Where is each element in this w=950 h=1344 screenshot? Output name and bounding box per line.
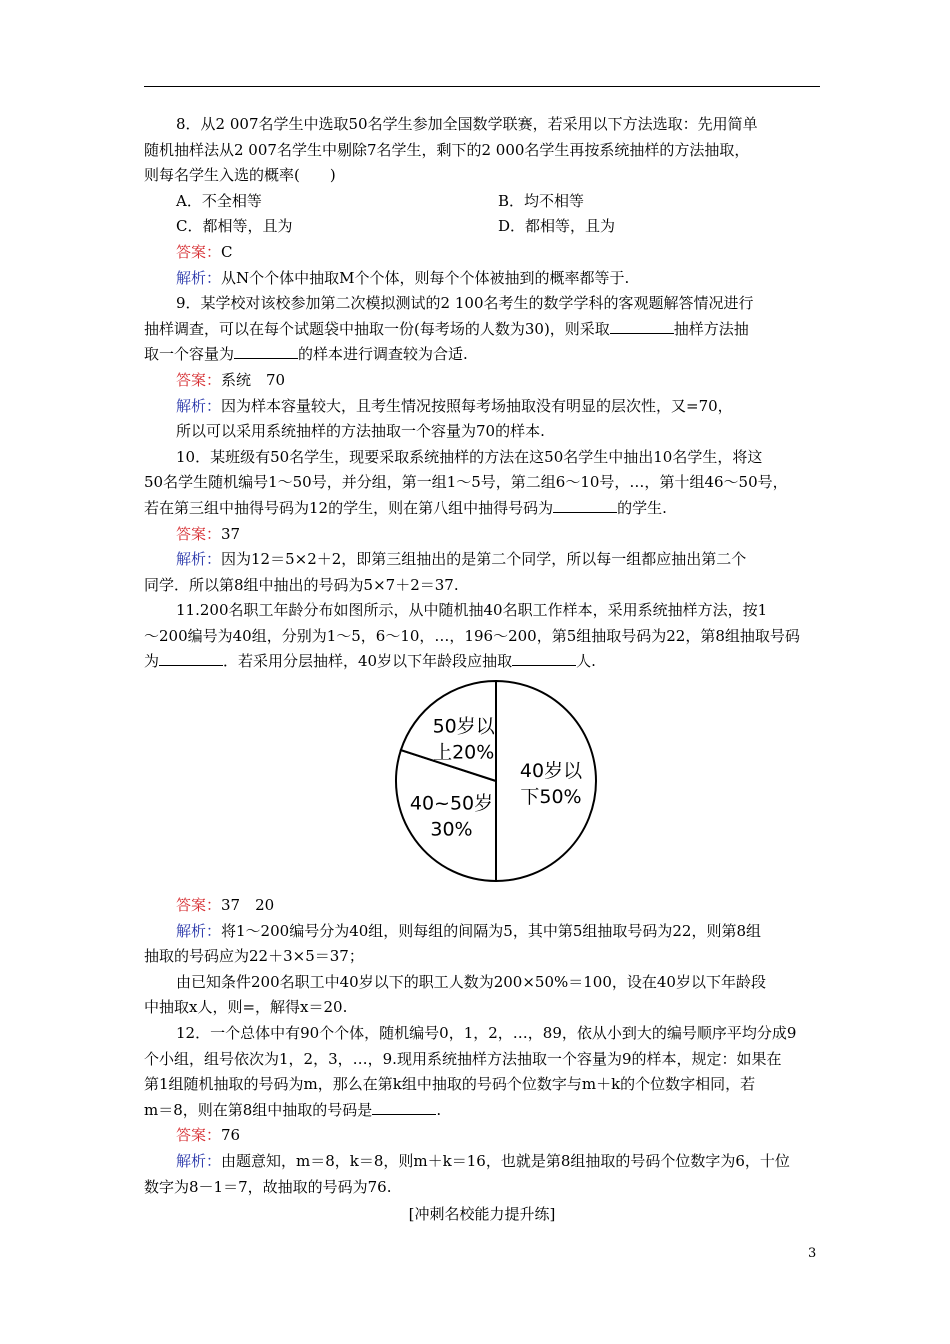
q9-stem-text: 抽样方法抽 [673,319,749,338]
q10-stem-line1: 10．某班级有50名学生，现要采取系统抽样的方法在这50名学生中抽出10名学生，将这 [176,447,763,466]
q11-blank-1 [159,651,223,666]
q11-explanation-line2: 抽取的号码应为22＋3×5＝37； [144,947,364,966]
q11-explanation-line4: 中抽取x人，则=，解得x＝20. [144,998,348,1017]
q11-stem-line1: 11.200名职工年龄分布如图所示，从中随机抽40名职工作样本，采用系统抽样方法，按1 [176,601,768,620]
q10-explanation-text: 因为12＝5×2＋2，即第三组抽出的是第二个同学，所以每一组都应抽出第二个 [221,550,747,569]
q12-stem-line1: 12．一个总体中有90个个体，随机编号0，1，2，…，89，依从小到大的编号顺序平均分成9 [176,1024,797,1043]
q11-answer [144,893,820,919]
q8-stem-line1: 8．从2 007名学生中选取50名学生参加全国数学联赛，若采用以下方法选取：先用简单 [176,115,758,133]
q11-stem-text: 为 [144,652,160,671]
pie-chart-figure [144,677,820,891]
q9-stem-line3 [144,342,820,368]
q10-blank [553,498,617,513]
q8-option-c: C．都相等，且为 [176,217,293,236]
q9-answer [144,368,820,394]
q8-option-b: B．均不相等 [498,191,585,210]
answer-label: 答案： [176,896,222,915]
q10-answer-value: 37 [221,524,241,543]
q10-explanation [144,547,820,573]
q9-stem-line1: 9．某学校对该校参加第二次模拟测试的2 100名考生的数学学科的客观题解答情况进行 [176,294,754,313]
q10-answer [144,522,820,548]
q11-blank-2 [512,651,576,666]
q10-explanation-line2: 同学．所以第8组中抽出的号码为5×7＋2＝37. [144,575,459,594]
q10-stem-text: 若在第三组中抽得号码为12的学生，则在第八组中抽得号码为 [144,498,554,517]
pie-label-over-50-line2: 上20% [433,741,495,764]
q9-stem-text: 的样本进行调查较为合适. [298,345,468,364]
header-rule [144,86,820,87]
answer-label: 答案： [176,242,222,261]
q12-stem-line3: 第1组随机抽取的号码为m，那么在第k组中抽取的号码个位数字与m＋k的个位数字相同，若 [144,1075,756,1094]
explanation-label: 解析： [176,1152,222,1170]
q11-stem-text: 人. [576,652,596,671]
q8-answer [144,240,820,266]
q11-stem-line2: ～200编号为40组，分别为1～5，6～10，…，196～200，第5组抽取号码为22，第8组抽取号码 [144,626,800,645]
q10-stem-line2: 50名学生随机编号1～50号，并分组，第一组1～5号，第二组6～10号，…，第十组46～50号， [144,473,788,492]
q8-options-ab [144,189,820,215]
q10-stem-line3 [144,496,820,522]
q12-blank [372,1100,436,1115]
pie-chart [390,677,610,891]
answer-label: 答案： [176,370,222,389]
q8-explanation-text: 从N个个体中抽取M个个体，则每个个体被抽到的概率都等于. [221,268,630,287]
q9-stem-text: 抽样调查，可以在每个试题袋中抽取一份(每考场的人数为30)，则采取 [144,319,610,338]
q8-stem-line2: 随机抽样法从2 007名学生中剔除7名学生，剩下的2 000名学生再按系统抽样的方法抽取， [144,140,750,159]
q12-answer [144,1123,820,1149]
q12-answer-value: 76 [221,1126,241,1145]
q12-explanation-line2: 数字为8－1＝7，故抽取的号码为76. [144,1177,392,1196]
pie-label-over-50-line1: 50岁以 [432,715,495,738]
q11-answer-value: 37 20 [221,896,275,915]
q8-explanation [144,266,820,292]
answer-label: 答案： [176,524,222,543]
q12-stem-text: . [436,1100,442,1119]
answer-label: 答案： [176,1126,222,1145]
q11-explanation [144,919,820,945]
pie-label-age-40-50-line2: 30% [430,818,473,841]
q9-explanation-text: 因为样本容量较大，且考生情况按照每考场抽取没有明显的层次性，又=70， [221,396,733,415]
q12-stem-line2: 个小组，组号依次为1，2，3，…，9.现用系统抽样方法抽取一个容量为9的样本，规定：如果在 [144,1049,782,1068]
q11-stem-text: ．若采用分层抽样，40岁以下年龄段应抽取 [223,652,513,671]
q9-explanation [144,394,820,420]
pie-label-under-40-line1: 40岁以 [519,760,583,783]
q12-explanation [144,1149,820,1175]
section-title: [冲刺名校能力提升练] [408,1205,556,1224]
q9-answer-value: 系统 70 [221,370,286,389]
q8-option-d: D．都相等，且为 [498,217,616,236]
explanation-label: 解析： [176,921,222,940]
explanation-label: 解析： [176,550,222,569]
explanation-label: 解析： [176,268,222,287]
q11-explanation-text: 将1～200编号分为40组，则每组的间隔为5，其中第5组抽取号码为22，则第8组 [221,921,761,940]
q8-stem-line3: 则每名学生入选的概率( ) [144,166,336,185]
q11-explanation-line3: 由已知条件200名职工中40岁以下的职工人数为200×50%＝100，设在40岁以下年龄段 [176,972,766,991]
q12-stem-line4 [144,1098,820,1124]
q9-blank-1 [610,319,674,334]
q12-explanation-text: 由题意知，m＝8，k＝8，则m＋k＝16，也就是第8组抽取的号码个位数字为6，十位 [221,1152,790,1170]
q10-stem-text: 的学生. [617,498,667,517]
q8-option-a: A．不全相等 [176,191,262,210]
page-number: 3 [808,1246,817,1261]
q8-answer-value: C [221,242,233,261]
q11-stem-line3 [144,649,820,675]
q8-options-cd [144,214,820,240]
q9-stem-line2 [144,317,820,343]
q12-stem-text: m＝8，则在第8组中抽取的号码是 [144,1100,373,1119]
q9-stem-text: 取一个容量为 [144,345,235,364]
pie-label-age-40-50-line1: 40~50岁 [409,792,494,815]
q9-explanation-line2: 所以可以采用系统抽样的方法抽取一个容量为70的样本. [176,422,545,441]
pie-label-under-40-line2: 下50% [520,786,582,809]
explanation-label: 解析： [176,396,222,415]
page-content [144,112,820,1228]
q9-blank-2 [234,344,298,359]
